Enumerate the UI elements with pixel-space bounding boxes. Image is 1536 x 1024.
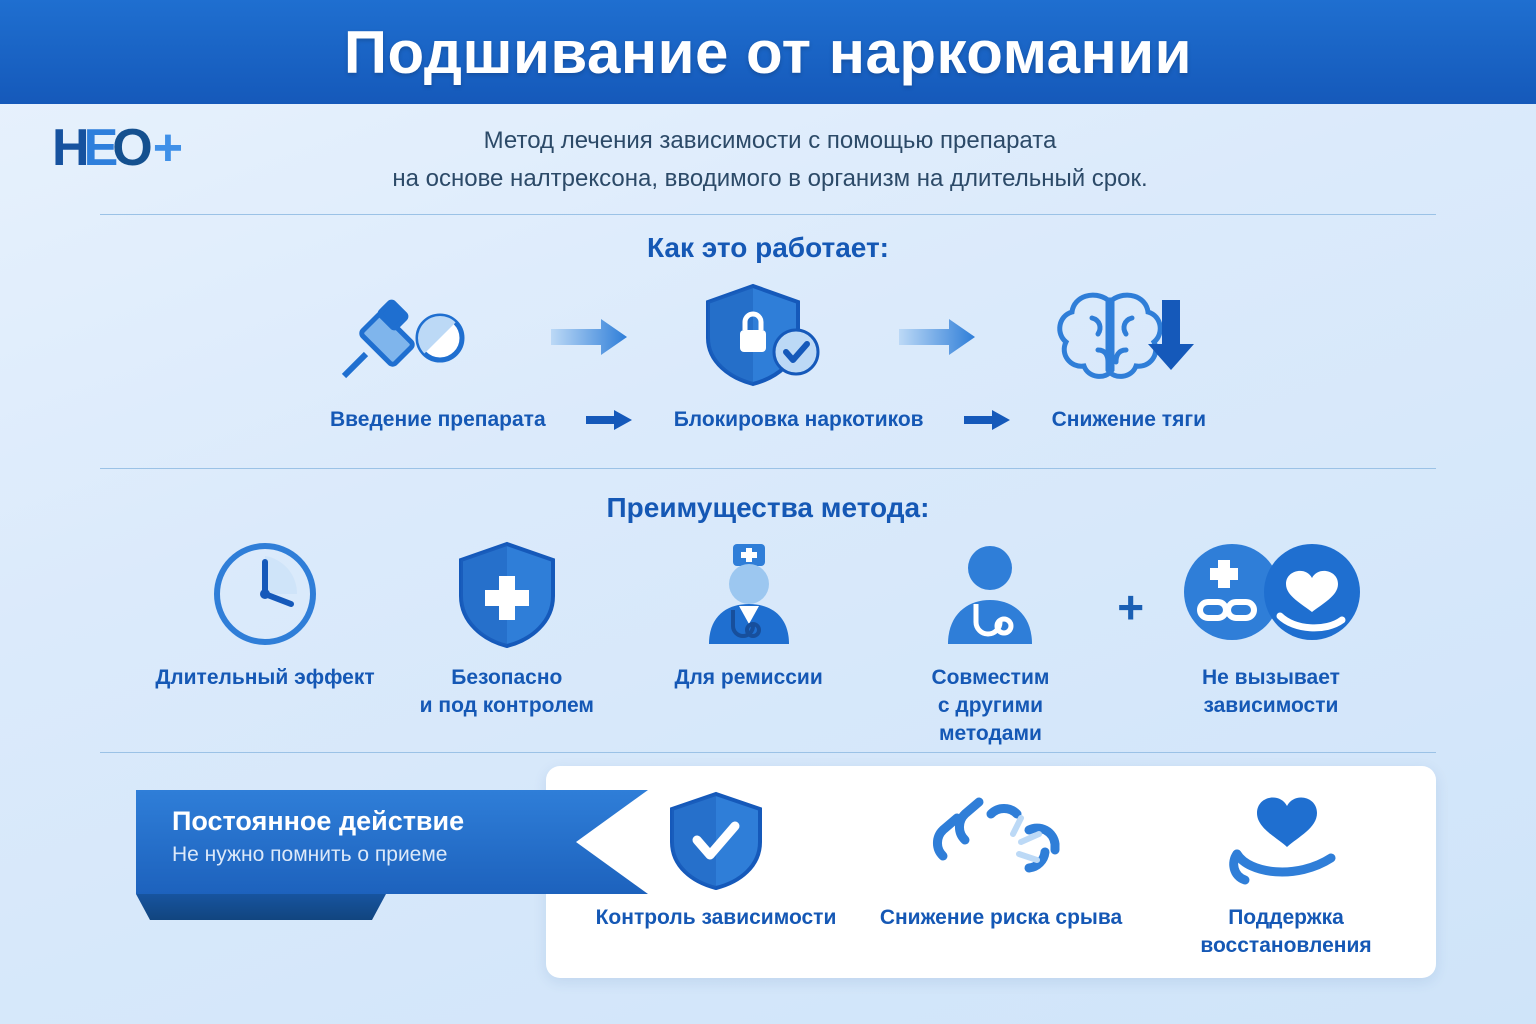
- benefit-label-safe-line2: и под контролем: [419, 694, 594, 717]
- benefit-label-safe: [420, 664, 594, 720]
- how-step-label-3: Снижение тяги: [1051, 408, 1206, 431]
- card-label-support-line1: Поддержка: [1228, 906, 1344, 929]
- arrow-right-icon-4: [964, 409, 1012, 431]
- benefit-label-no-addiction-line2: зависимости: [1203, 694, 1339, 717]
- logo-plus-icon: +: [152, 119, 182, 177]
- benefit-label-long-effect: Длительный эффект: [155, 666, 375, 689]
- clock-icon: [211, 540, 319, 648]
- page-title: Подшивание от наркомании: [343, 18, 1193, 86]
- plus-icon: +: [1117, 581, 1145, 633]
- logo-letter-3: О: [112, 119, 151, 177]
- benefit-item-remission: [634, 540, 864, 692]
- ribbon-tail: [136, 894, 386, 920]
- divider-2: [100, 468, 1436, 469]
- shield-cross-icon: [455, 540, 559, 648]
- shield-check-icon: [666, 790, 766, 890]
- divider-3: [100, 752, 1436, 753]
- doctor-icon: [689, 540, 809, 648]
- intro-line-2: на основе налтрексона, вводимого в организм на длительный срок.: [392, 165, 1148, 192]
- shield-lock-icon: [698, 280, 828, 395]
- ribbon-title: Постоянное действие: [172, 806, 465, 836]
- card-label-support-line2: восстановления: [1200, 934, 1372, 957]
- benefits-row: [150, 540, 1386, 748]
- card-item-support: [1156, 790, 1416, 960]
- benefit-label-no-addiction: [1202, 664, 1340, 720]
- benefit-item-no-addiction: [1156, 540, 1386, 720]
- card-label-control: Контроль зависимости: [595, 906, 837, 929]
- benefit-label-no-addiction-line1: Не вызывает: [1201, 666, 1340, 689]
- logo-letter-1: Н: [52, 119, 88, 177]
- brand-row: [0, 104, 1536, 214]
- logo: [52, 118, 181, 178]
- card-item-control: [586, 790, 846, 960]
- how-step-label-1: Введение препарата: [330, 408, 546, 431]
- intro-line-1: Метод лечения зависимости с помощью препарата: [483, 127, 1057, 154]
- benefit-label-compatible-line2: с другими: [937, 694, 1044, 717]
- benefit-label-compatible-line3: методами: [938, 722, 1042, 745]
- benefit-label-remission: Для ремиссии: [674, 666, 823, 689]
- syringe-capsule-icon: [330, 280, 480, 395]
- brain-down-arrow-icon: [1046, 280, 1206, 395]
- benefits-title: Преимущества метода:: [606, 492, 930, 523]
- broken-chain-icon: [921, 790, 1081, 890]
- divider-1: [100, 214, 1436, 215]
- patient-stethoscope-icon: [930, 540, 1050, 648]
- chain-heart-hand-icon: [1176, 540, 1366, 648]
- benefit-label-compatible-line1: Совместим: [931, 666, 1050, 689]
- how-step-label-2: Блокировка наркотиков: [673, 408, 924, 431]
- arrow-right-icon-2: [897, 317, 977, 357]
- card-item-relapse: [871, 790, 1131, 960]
- how-it-works-icons: [330, 282, 1206, 392]
- benefit-item-long-effect: [150, 540, 380, 692]
- logo-letter-2: Е: [83, 119, 117, 177]
- benefit-item-safe: [392, 540, 622, 720]
- ribbon-text: [172, 806, 592, 867]
- benefit-label-safe-line1: Безопасно: [451, 666, 563, 689]
- benefit-item-compatible: [875, 540, 1105, 748]
- header-banner: [0, 0, 1536, 104]
- intro-text: [300, 122, 1240, 198]
- hand-heart-icon: [1221, 790, 1351, 890]
- bottom-card-items: [586, 790, 1416, 960]
- card-label-relapse: Снижение риска срыва: [879, 906, 1123, 929]
- benefit-label-compatible: [840, 664, 1140, 748]
- arrow-right-icon-1: [549, 317, 629, 357]
- arrow-right-icon-3: [586, 409, 634, 431]
- ribbon-subtitle: Не нужно помнить о приеме: [172, 843, 448, 866]
- how-it-works-title: Как это работает:: [646, 232, 890, 263]
- card-label-support: [1200, 904, 1371, 960]
- how-it-works-labels: [330, 408, 1206, 432]
